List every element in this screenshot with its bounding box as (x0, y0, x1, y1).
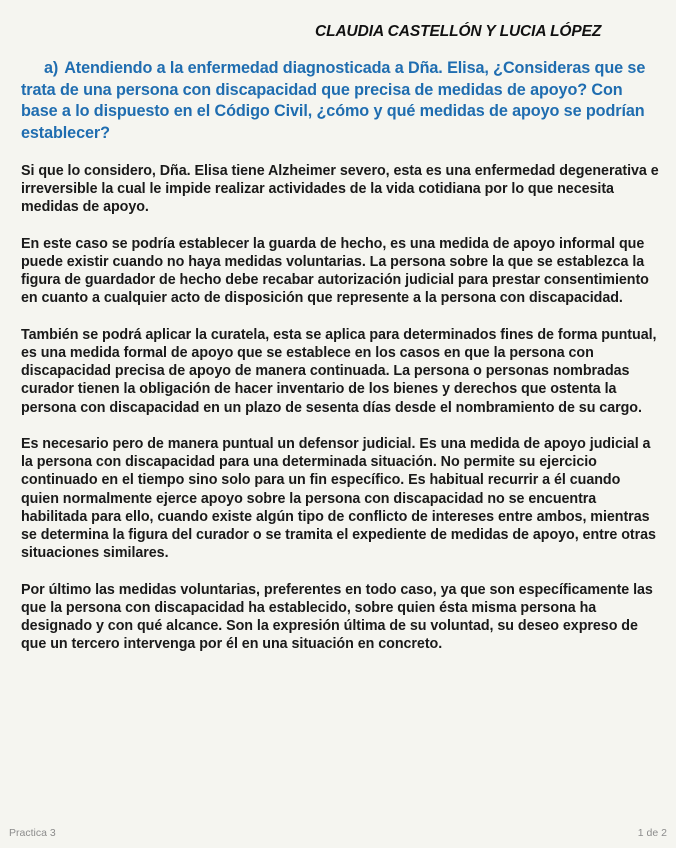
answer-paragraph-2: En este caso se podría establecer la guarda de hecho, es una medida de apoyo informal que puede existir cuando no haya medidas voluntarias. La persona sobre la que se establezca la figura de guardador de hecho debe recabar autorización judicial para prestar consentimiento en cuanto a cualquier acto de disposición que represente a la persona con discapacidad. (21, 235, 649, 307)
footer-document-name: Practica 3 (9, 827, 56, 839)
footer-page-indicator: 1 de 2 (637, 827, 667, 839)
answer-paragraph-3: También se podrá aplicar la curatela, esta se aplica para determinados fines de forma puntual, es una medida formal de apoyo que se establece en los casos en que la persona con discapacidad precisa de apoyo de manera continuada. La persona o personas nombradas curador tienen la obligación de hacer inventario de los bienes y derechos que ostenta la persona con discapacidad en un plazo de sesenta días desde el nombramiento de su cargo. (21, 326, 657, 416)
question-text-first: Atendiendo a la enfermedad diagnosticada a Dña. Elisa, ¿Consideras que (64, 59, 624, 77)
question-first-line (21, 59, 623, 77)
question-text-rest: se trata de una persona con discapacidad que precisa de medidas de apoyo? Con base a lo dispuesto en el Código Civil, ¿cómo y qué medidas de apoyo se podrían establecer? (21, 59, 646, 142)
header-authors: CLAUDIA CASTELLÓN Y LUCIA LÓPEZ (315, 23, 602, 40)
answer-paragraph-1: Si que lo considero, Dña. Elisa tiene Alzheimer severo, esta es una enfermedad degenerativa e irreversible la cual le impide realizar actividades de la vida cotidiana por lo que necesita medidas de apoyo. (21, 163, 659, 216)
answer-body (21, 162, 661, 672)
answer-paragraph-5: Por último las medidas voluntarias, preferentes en todo caso, ya que son específicamente las que la persona con discapacidad ha establecido, sobre quien ésta misma persona ha designado y con qué alcance. Son la expresión última de su voluntad, su deseo expreso de que un tercero intervenga por él en una situación en concreto. (21, 581, 653, 653)
question-label: a) (44, 59, 59, 77)
question-block (21, 58, 661, 144)
answer-paragraph-4: Es necesario pero de manera puntual un defensor judicial. Es una medida de apoyo judicial a la persona con discapacidad para una determinada situación. No permite su ejercicio continuado en el tiempo sino solo para un fin específico. Es habitual recurrir a él cuando quien normalmente ejerce apoyo sobre la persona con discapacidad no se encuentra habilitada para ello, cuando existe algún tipo de conflicto de intereses entre ambos, mientras se determina la figura del curador o se tramita el expediente de medidas de apoyo, entre otras situaciones similares. (21, 436, 656, 562)
